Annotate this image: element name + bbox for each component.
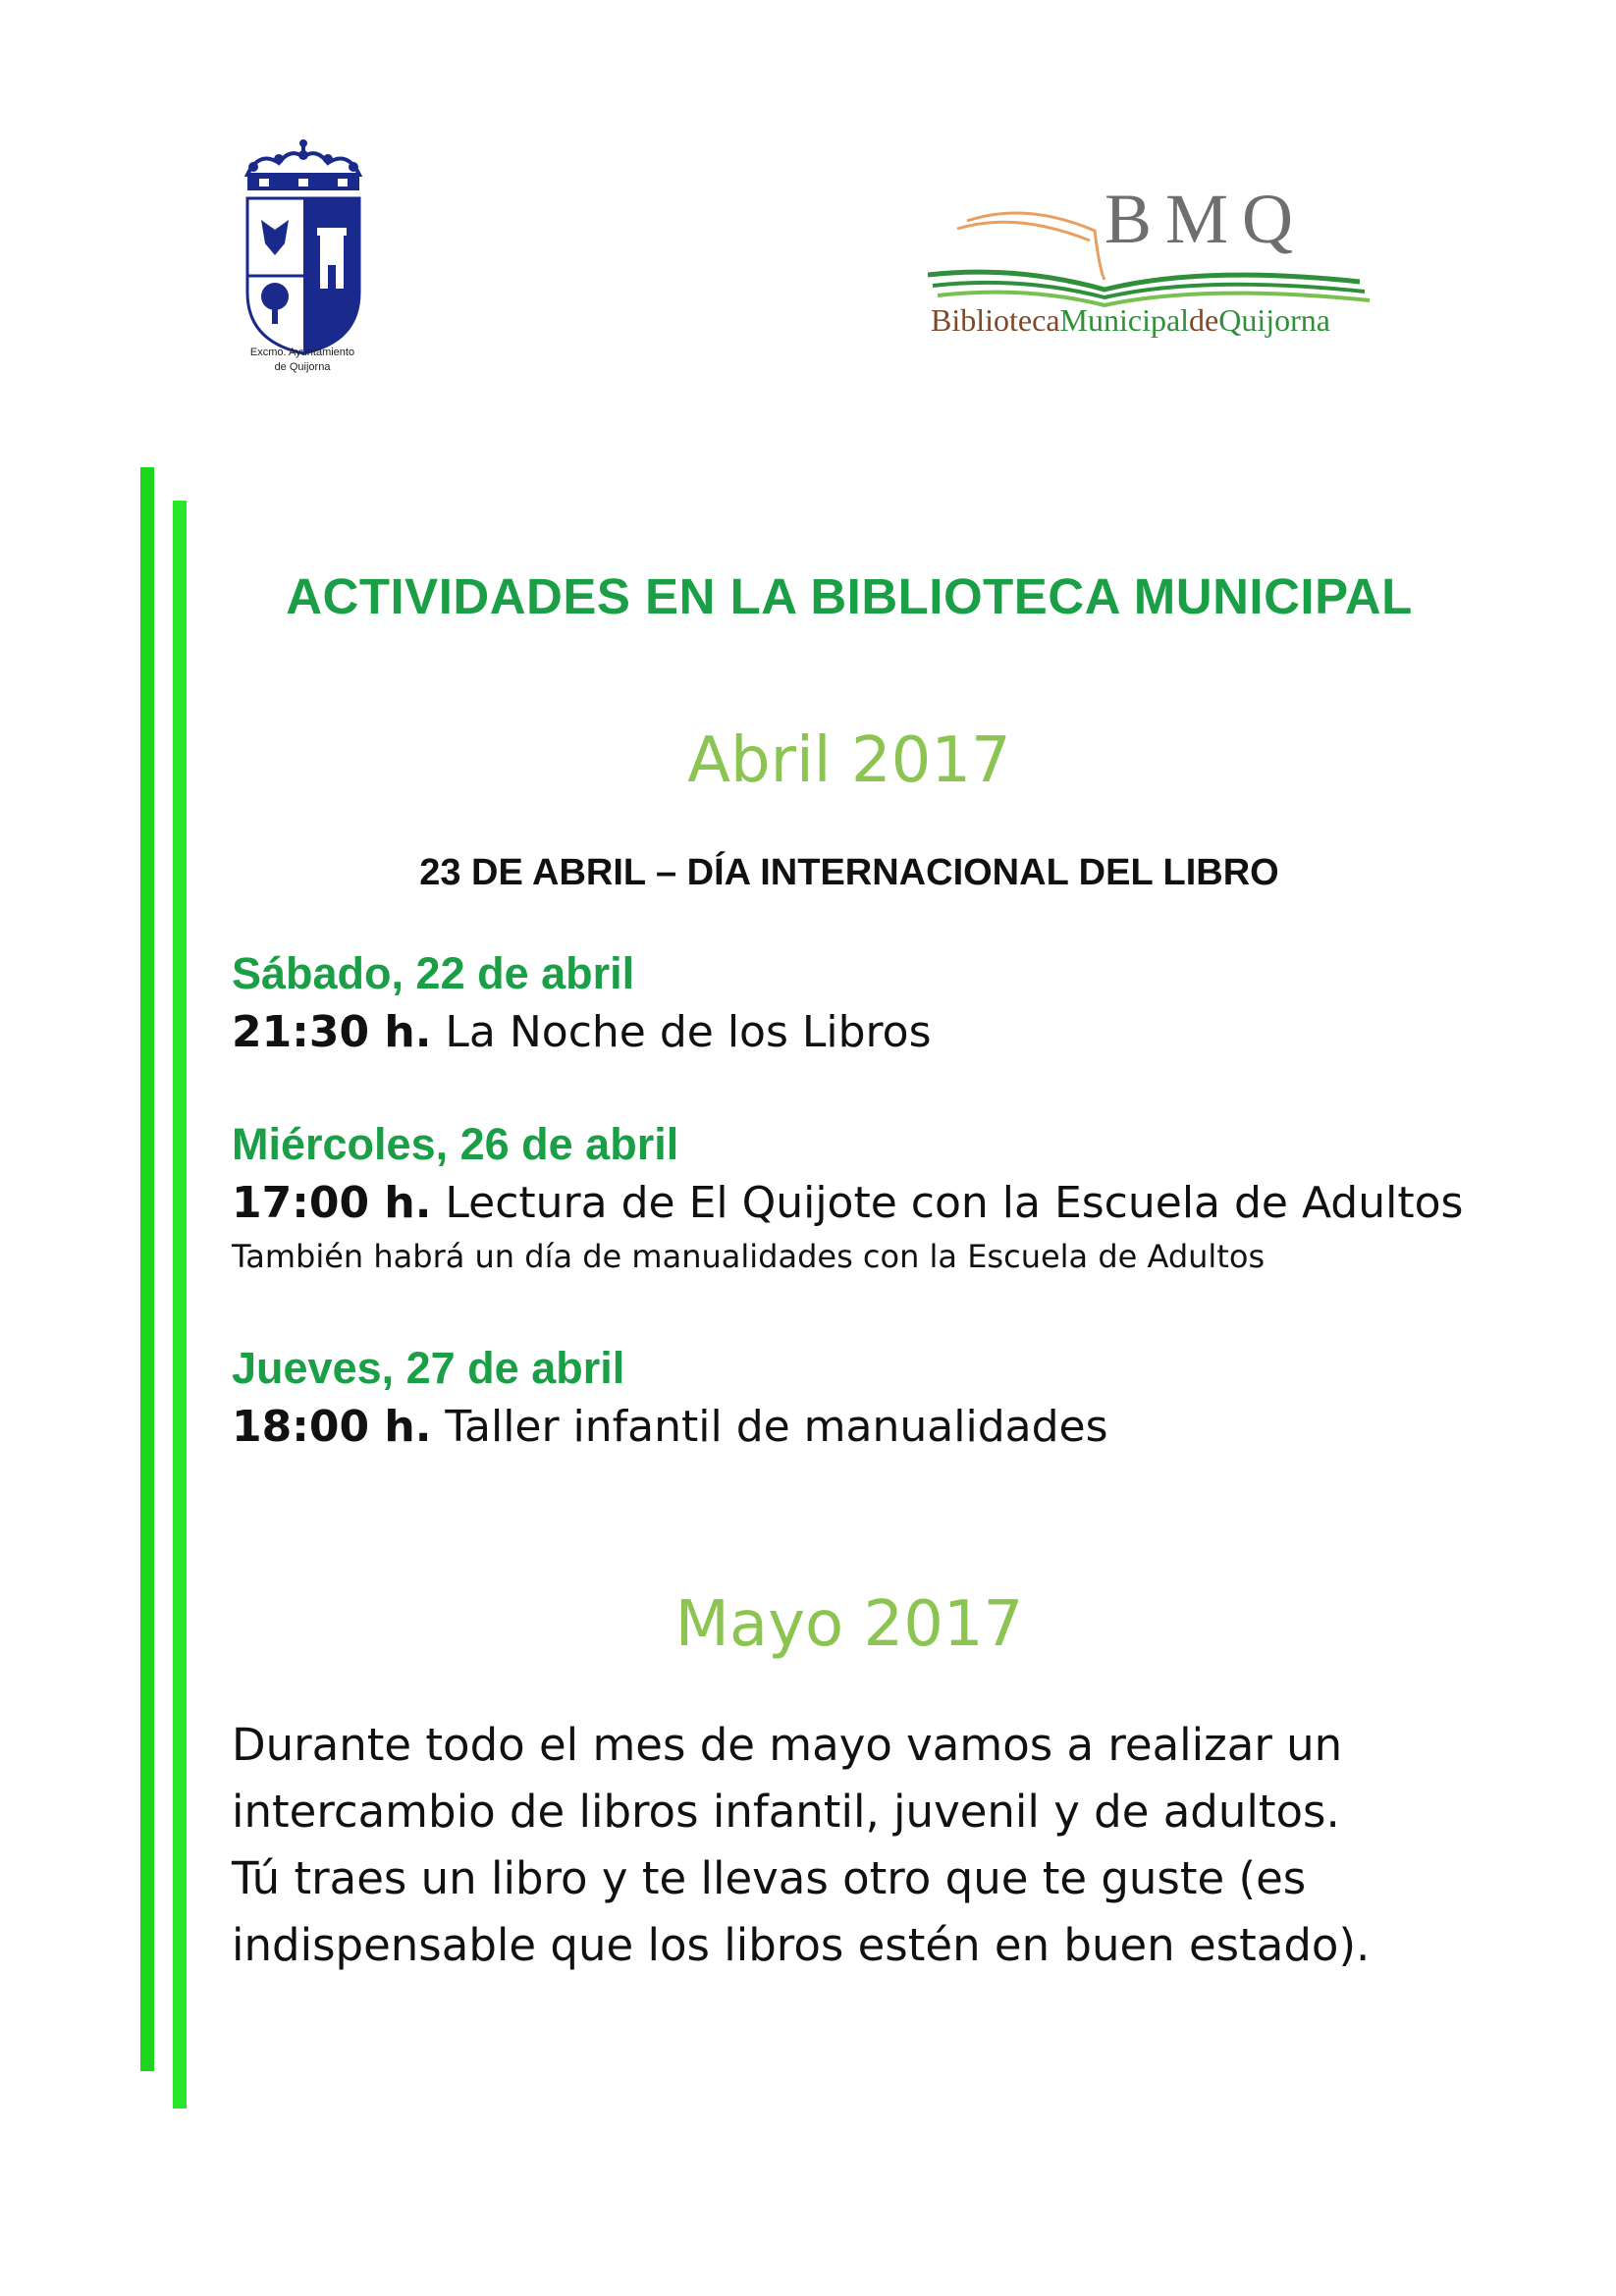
event-line <box>232 1001 1508 1064</box>
paragraph-line: intercambio de libros infantil, juvenil y de adultos. <box>232 1786 1340 1838</box>
event-item <box>232 1341 1508 1459</box>
library-name-part2: Municipal <box>1059 302 1190 338</box>
event-date: Sábado, 22 de abril <box>232 948 635 998</box>
library-name <box>931 302 1330 339</box>
crest-caption-line1: Excmo. Ayuntamiento <box>249 347 355 358</box>
event-time: 18:00 h. <box>232 1402 432 1452</box>
event-line <box>232 1172 1508 1235</box>
may-month-heading: Mayo 2017 <box>674 1588 1024 1661</box>
event-time: 21:30 h. <box>232 1007 432 1057</box>
green-bar-left <box>140 467 154 2071</box>
event-date: Jueves, 27 de abril <box>232 1343 625 1393</box>
event-note: También habrá un día de manualidades con la Escuela de Adultos <box>232 1238 1266 1275</box>
crest-caption <box>224 346 381 375</box>
event-time: 17:00 h. <box>232 1178 432 1228</box>
page-title: ACTIVIDADES EN LA BIBLIOTECA MUNICIPAL <box>286 568 1413 624</box>
paragraph-line: Durante todo el mes de mayo vamos a realizar un <box>232 1719 1343 1771</box>
may-paragraph <box>232 1712 1410 1979</box>
library-name-part4: Quijorna <box>1218 302 1330 338</box>
april-month-heading: Abril 2017 <box>687 724 1011 797</box>
bmq-letters: BMQ <box>1104 180 1308 258</box>
event-date: Miércoles, 26 de abril <box>232 1119 679 1169</box>
paragraph-line: Tú traes un libro y te llevas otro que te guste (es <box>232 1852 1307 1904</box>
library-name-part3: de <box>1189 302 1219 338</box>
crest-caption-line2: de Quijorna <box>274 361 331 373</box>
paragraph-line: indispensable que los libros estén en buen estado). <box>232 1919 1371 1971</box>
event-item <box>232 946 1508 1064</box>
event-text: La Noche de los Libros <box>431 1007 932 1057</box>
event-text: Lectura de El Quijote con la Escuela de Adultos <box>431 1178 1464 1228</box>
event-line <box>232 1396 1508 1459</box>
event-text: Taller infantil de manualidades <box>431 1402 1108 1452</box>
april-subtitle: 23 DE ABRIL – DÍA INTERNACIONAL DEL LIBRO <box>419 852 1279 893</box>
event-item <box>232 1117 1508 1278</box>
library-name-part1: Biblioteca <box>931 302 1060 338</box>
town-crest-logo <box>240 135 367 381</box>
